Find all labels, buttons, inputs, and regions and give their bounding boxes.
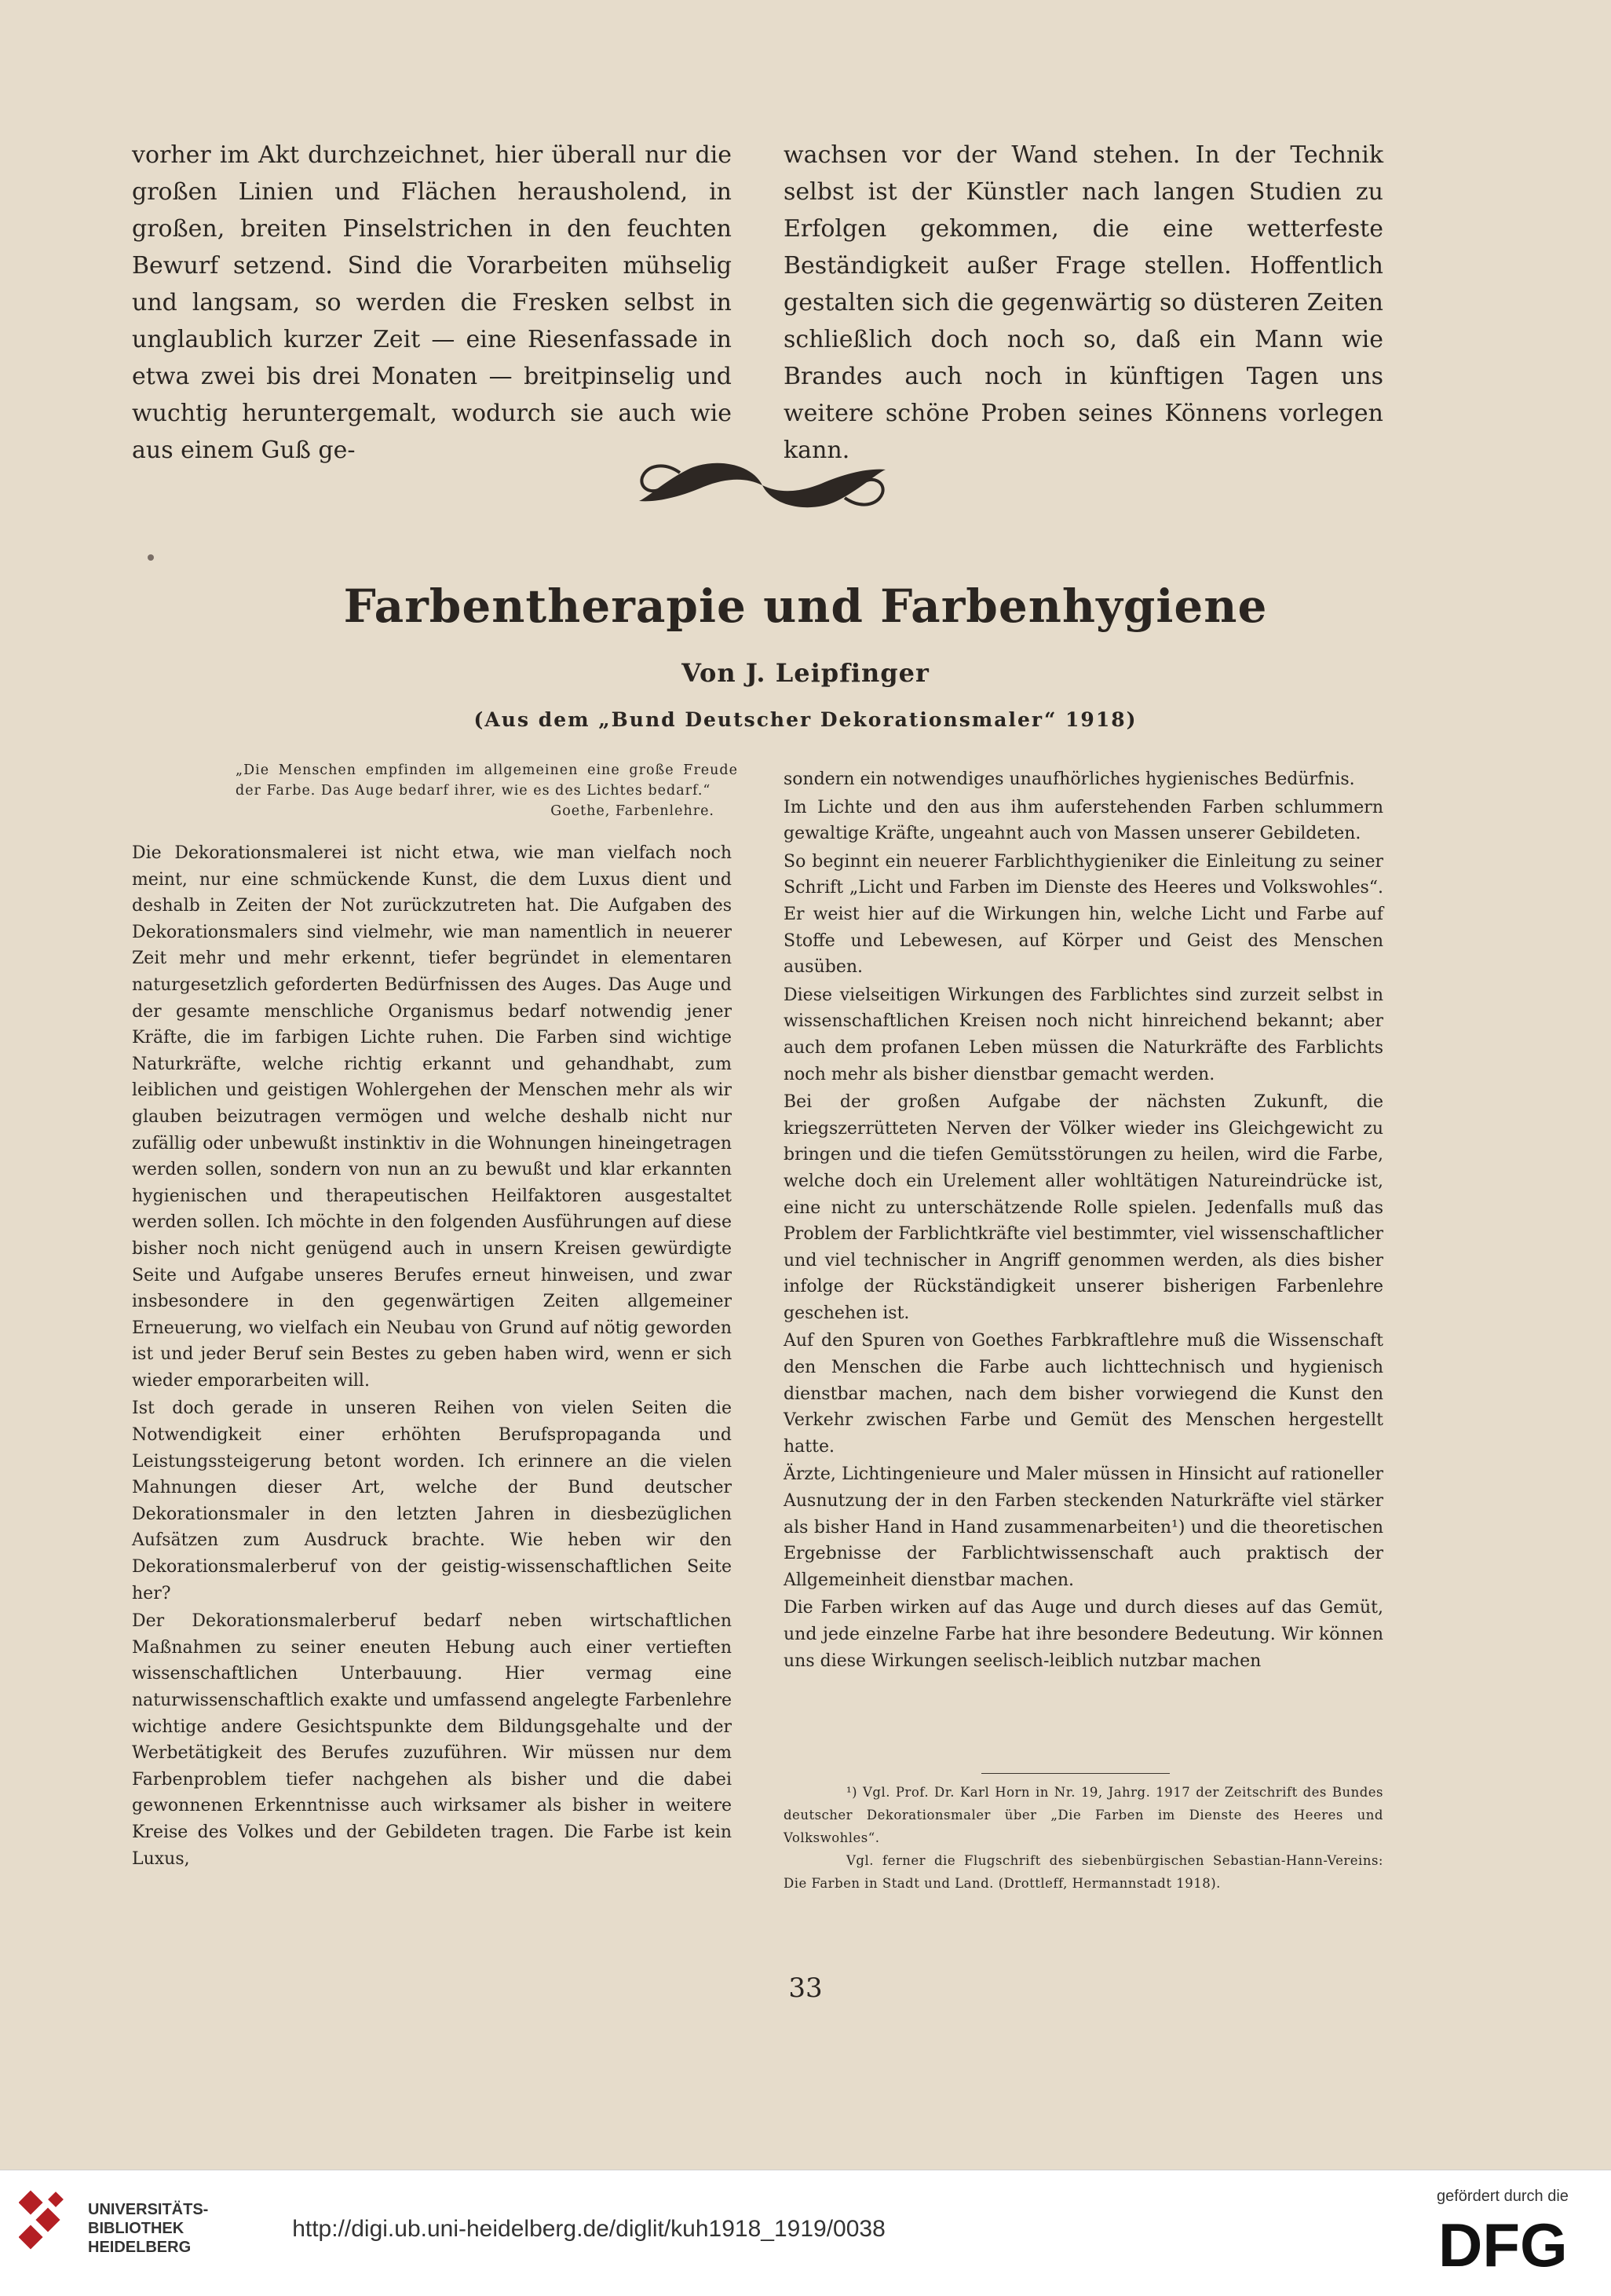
top-right-column xyxy=(784,137,1383,469)
paragraph: sondern ein notwendiges unaufhörliches hygienisches Bedürfnis. xyxy=(784,770,1355,789)
article-title: Farbentherapie und Farbenhygiene xyxy=(343,579,1268,633)
epigraph xyxy=(236,760,738,821)
epigraph-attribution: Goethe, Farbenlehre. xyxy=(550,803,714,819)
top-left-text: vorher im Akt durchzeichnet, hier überall nur die großen Linien und Flächen herausholend, in großen, breiten Pinselstrichen in den feuchten Bewurf setzend. Sind die Vorarbeiten mühselig und langsam, so werden die Fresken selbst in unglaublich kurzer Zeit — eine Riesenfassade in etwa zwei bis drei Monaten — breitpinselig und wuchtig heruntergemalt, wodurch sie auch wie aus einem Guß ge- xyxy=(132,141,732,464)
paragraph: Diese vielseitigen Wirkungen des Farblichtes sind zurzeit selbst in wissenschaftlichen Kreisen noch nicht hinreichend bekannt; aber auch dem profanen Leben müssen die Naturkräfte des Farblichts noch mehr als bisher dienstbar gemacht werden. xyxy=(784,985,1383,1084)
speck xyxy=(148,554,154,561)
paragraph: Bei der großen Aufgabe der nächsten Zukunft, die kriegszerrütteten Nerven der Völker wieder ins Gleichgewicht zu bringen und die tiefen Gemütsstörungen zu heilen, wird die Farbe, welche doch ein Urelement aller wohltätigen Natureindrücke ist, eine nicht zu unterschätzende Rolle spielen. Jedenfalls muß das Problem der Farblichtkräfte viel bestimmter, viel wissenschaftlicher und viel technischer in Angriff genommen werden, als dies bisher infolge der Rückständigkeit unserer bisherigen Farbenlehre geschehen ist. xyxy=(784,1092,1383,1323)
epigraph-quote: „Die Menschen empfinden im allgemeinen eine große Freude der Farbe. Das Auge bedarf ihrer, wie es des Lichtes bedarf.“ xyxy=(236,762,738,799)
footnotes xyxy=(784,1781,1383,1895)
permalink-url[interactable]: http://digi.ub.uni-heidelberg.de/diglit/kuh1918_1919/0038 xyxy=(292,2216,886,2242)
footnote-divider xyxy=(981,1773,1170,1774)
library-name-line: HEIDELBERG xyxy=(88,2239,192,2256)
footnote: ¹) Vgl. Prof. Dr. Karl Horn in Nr. 19, Jahrg. 1917 der Zeitschrift des Bundes deutscher Dekorationsmaler über „Die Farben im Dienste des Heeres und Volkswohles“. xyxy=(784,1785,1383,1845)
article-source: (Aus dem „Bund Deutscher Dekorationsmaler“ 1918) xyxy=(473,708,1138,731)
footnote: Vgl. ferner die Flugschrift des siebenbürgischen Sebastian-Hann-Vereins: Die Farben in Stadt und Land. (Drottleff, Hermannstadt 1918). xyxy=(784,1853,1383,1891)
paragraph: Der Dekorationsmalerberuf bedarf neben wirtschaftlichen Maßnahmen zu seiner eneuten Hebung auch einer vertieften wissenschaftlichen Unterbauung. Hier vermag eine naturwissenschaftlich exakte und umfassend angelegte Farbenlehre wichtige andere Gesichtspunkte dem Bildungsgehalte und der Werbetätigkeit des Berufes zuzuführen. Wir müssen nur dem Farbenproblem tiefer nachgehen als bisher und die dabei gewonnenen Erkenntnisse auch wirksamer als bisher in weitere Kreise des Volkes und der Gebildeten tragen. Die Farbe ist kein Luxus, xyxy=(132,1611,732,1869)
paragraph: Ärzte, Lichtingenieure und Maler müssen in Hinsicht auf rationeller Ausnutzung der in den Farben steckenden Naturkräfte viel stärker als bisher Hand in Hand zusammenarbeiten¹) und die theoretischen Ergebnisse der Farblichtwissenschaft auch praktisch der Allgemeinheit dienstbar machen. xyxy=(784,1464,1383,1590)
dfg-logo-icon xyxy=(1435,2211,1589,2274)
body-left-column xyxy=(132,840,732,1872)
page-number: 33 xyxy=(788,1972,823,2004)
paragraph: So beginnt ein neuerer Farblichthygieniker die Einleitung zu seiner Schrift „Licht und Farben im Dienste des Heeres und Volkswohles“. Er weist hier auf die Wirkungen hin, welche Licht und Farbe auf Stoffe und Lebewesen, auf Körper und Geist des Menschen ausüben. xyxy=(784,851,1383,978)
top-left-column xyxy=(132,137,732,469)
library-name-line: BIBLIOTHEK xyxy=(88,2220,184,2237)
dfg-logo-text: DFG xyxy=(1438,2211,1568,2274)
article-author: Von J. Leipfinger xyxy=(681,658,930,688)
top-right-text: wachsen vor der Wand stehen. In der Technik selbst ist der Künstler nach langen Studien zu Erfolgen gekommen, die eine wetterfeste Beständigkeit außer Frage stellen. Hoffentlich gestalten sich die gegenwärtig so düsteren Zeiten schließlich doch noch so, daß ein Mann wie Brandes auch noch in künftigen Tagen uns weitere schöne Proben seines Könnens vorlegen kann. xyxy=(784,141,1383,464)
footer-bar xyxy=(0,2170,1611,2296)
paragraph: Im Lichte und den aus ihm auferstehenden Farben schlummern gewaltige Kräfte, ungeahnt auch von Massen unserer Gebildeten. xyxy=(784,797,1383,844)
paragraph: Die Farben wirken auf das Auge und durch dieses auf das Gemüt, und jede einzelne Farbe hat ihre besondere Bedeutung. Wir können uns diese Wirkungen seelisch-leiblich nutzbar machen xyxy=(784,1598,1383,1671)
paragraph: Ist doch gerade in unseren Reihen von vielen Seiten die Notwendigkeit einer erhöhten Berufspropaganda und Leistungssteigerung betont worden. Ich erinnere an die vielen Mahnungen dieser Art, welche der Bund deutscher Dekorationsmaler in den letzten Jahren in diesbezüglichen Aufsätzen zum Ausdruck brachte. Wie heben wir den Dekorationsmalerberuf von der geistig-wissenschaftlichen Seite her? xyxy=(132,1398,732,1603)
body-right-column xyxy=(784,766,1383,1674)
library-name-line: UNIVERSITÄTS- xyxy=(88,2201,209,2218)
paragraph: Auf den Spuren von Goethes Farbkraftlehre muß die Wissenschaft den Menschen die Farbe auch lichttechnisch und hygienisch dienstbar machen, nach dem bisher vorwiegend die Kunst den Verkehr zwischen Farbe und Gemüt des Menschen hergestellt hatte. xyxy=(784,1331,1383,1457)
paragraph: Die Dekorationsmalerei ist nicht etwa, wie man vielfach noch meint, nur eine schmückende Kunst, die dem Luxus dient und deshalb in Zeiten der Not zurückzutreten hat. Die Aufgaben des Dekorationsmalers sind vielmehr, wie man namentlich in neuerer Zeit mehr und mehr erkennt, tiefer begründet in elementaren naturgesetzlich geforderten Bedürfnissen des Auges. Das Auge und der gesamte menschliche Organismus bedarf notwendig jener Kräfte, die im farbigen Lichte ruhen. Die Farben sind wichtige Naturkräfte, welche richtig erkannt und gehandhabt, zum leiblichen und geistigen Wohlergehen der Menschen mehr als wir glauben beizutragen vermögen und welche deshalb nicht nur zufällig oder unbewußt instinktiv in die Wohnungen hineingetragen werden sollen, sondern von nun an zu bewußt und klar erkannten hygienischen und therapeutischen Heilfaktoren ausgestaltet werden sollen. Ich möchte in den folgenden Ausführungen auf diese bisher noch nicht genügend auch in unsern Kreisen gewürdigte Seite und Aufgabe unseres Berufes erneut hinweisen, und zwar insbesondere in den gegenwärtigen Zeiten allgemeiner Erneuerung, wo vielfach ein Neubau von Grund auf nötig geworden ist und jeder Beruf sein Bestes zu geben haben wird, wenn er sich wieder emporarbeiten will. xyxy=(132,843,732,1391)
funding-label: gefördert durch die xyxy=(1437,2188,1569,2205)
ornament-divider xyxy=(633,454,892,517)
